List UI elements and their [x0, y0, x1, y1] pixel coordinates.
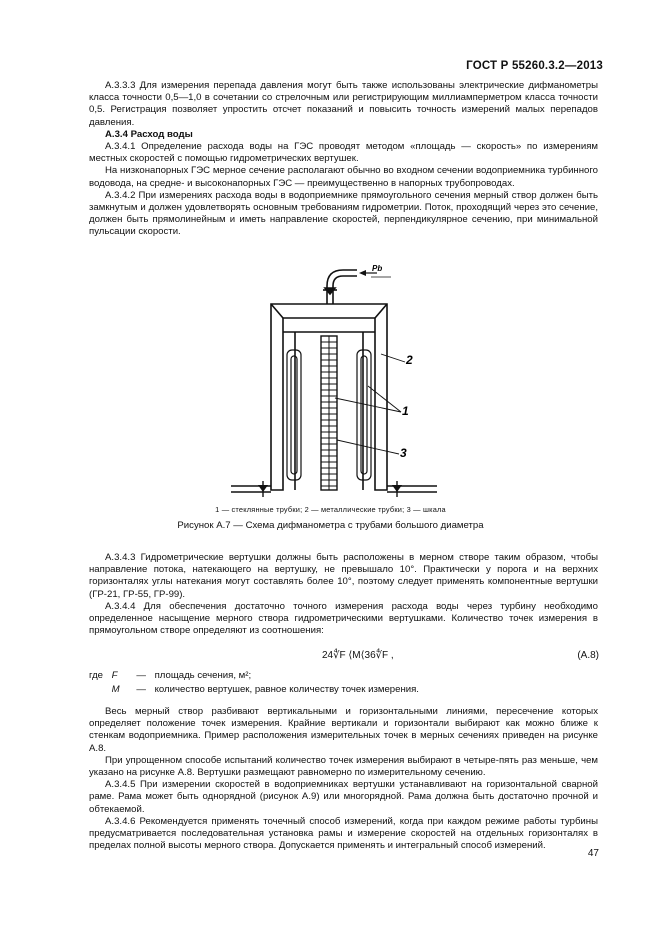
bottom-text-block — [89, 706, 598, 852]
definition-text-m: количество вертушек, равное количеству точек измерения. — [154, 684, 419, 695]
formula-number: (А.8) — [577, 650, 599, 661]
paragraph-simplified: При упрощенном способе испытаний количество точек измерения выбирают в четыре-пять раз меньше, чем указано на рисунке А.8. Вертушки размещают равномерно по измерительному сечению. — [89, 754, 598, 779]
symbol-f: F — [111, 670, 118, 681]
where-word: где — [89, 670, 104, 681]
paragraph-a341: А.3.4.1 Определение расхода воды на ГЭС проводят методом «площадь — скорость» по измерениям местных скоростей с помощью гидрометрических вертушек. — [89, 141, 598, 165]
middle-text-block — [89, 552, 598, 637]
paragraph-a333: А.3.3.3 Для измерения перепада давления могут быть также использованы электрические дифманометры класса точности 0,5—1,0 в сочетании со стрелочным или регистрирующим миллиамперметром класса точности 0,5. Регистрация позволяет упростить отсчет показаний и повысить точность измерений малых перепадов давления. — [89, 80, 598, 128]
paragraph-low-head: На низконапорных ГЭС мерное сечение располагают обычно во входном сечении водоприемника турбинного водовода, на средне- и высоконапорных ГЭС — преимущественно в напорных трубопроводах. — [89, 165, 598, 189]
paragraph-a343: А.3.4.3 Гидрометрические вертушки должны быть расположены в мерном створе таким образом, чтобы направление потока, натекающего на вертушку, не превышало 10°. Практически у порога и на верхних горизонталях углы натекания могут составлять более 10°, поэтому следует применять компонентные вертушки (ГР-21, ГР-55, ГР-99). — [89, 552, 598, 600]
callout-2: 2 — [406, 353, 413, 367]
paragraph-a342: А.3.4.2 При измерениях расхода воды в водоприемнике прямоугольного сечения мерный створ должен быть замкнутым и должен удовлетворять основным требованиям гидрометрии. Поток, проходящий через это сечение, должен быть прямолинейным и иметь направление скоростей, перпендикулярное сечению, при минимальной пульсации скорости. — [89, 189, 598, 238]
pressure-label: Pb — [372, 264, 383, 273]
figure-legend: 1 — стеклянные трубки; 2 — металлические трубки; 3 — шкала — [215, 505, 446, 514]
symbol-definitions — [89, 669, 419, 697]
inlet-pipe — [323, 270, 357, 304]
page-number: 47 — [587, 848, 599, 859]
figure-caption: Рисунок А.7 — Схема дифманометра с трубами большого диаметра — [177, 520, 484, 531]
symbol-m: M — [111, 684, 120, 695]
leader-lines — [335, 354, 405, 454]
paragraph-grid-lines: Весь мерный створ разбивают вертикальными и горизонтальными линиями, пересечение которых определяет положение точек измерения. Крайние вертикали и горизонтали выбирают как можно ближе к стенкам водоприемника. Пример расположения измерительных точек в мерных сечениях приведен на рисунке А.8. — [89, 706, 598, 754]
definition-m — [89, 683, 419, 697]
formula-a8: 24∜F ⟨M⟨36∜F , — [322, 650, 394, 661]
definition-dash: — — [136, 670, 146, 681]
callout-1: 1 — [402, 404, 409, 418]
definition-dash: — — [136, 684, 146, 695]
section-heading-water-flow: А.3.4 Расход воды — [105, 128, 193, 140]
right-pipe — [387, 481, 437, 497]
definition-f — [89, 669, 419, 683]
left-valve-icon — [258, 485, 268, 492]
definition-text-f: площадь сечения, м²; — [154, 670, 252, 681]
top-text-block — [89, 80, 598, 239]
standard-header: ГОСТ Р 55260.3.2—2013 — [466, 60, 603, 72]
right-valve-icon — [392, 485, 402, 492]
paragraph-a344: А.3.4.4 Для обеспечения достаточно точного измерения расхода воды через турбину необходимо определенное насыщение мерного створа гидрометрическими вертушками. Количество точек измерения в прямоугольном створе определяют из соотношения: — [89, 600, 598, 637]
differential-manometer-figure — [225, 258, 445, 504]
paragraph-a345: А.3.4.5 При измерении скоростей в водоприемниках вертушки устанавливают на горизонтальной сварной раме. Рама может быть однорядной (рисунок А.9) или многорядной. Рама должна быть достаточно прочной и обтекаемой. — [89, 779, 598, 815]
callout-3: 3 — [400, 446, 407, 460]
paragraph-a346: А.3.4.6 Рекомендуется применять точечный способ измерений, когда при каждом режиме работы турбины предусматривается последовательная установка рамы и измерение скоростей на отдельных горизонталях в пределах полной высоты мерного створа. Допускается применять и интегральный способ измерений. — [89, 815, 598, 852]
scale — [321, 336, 337, 490]
